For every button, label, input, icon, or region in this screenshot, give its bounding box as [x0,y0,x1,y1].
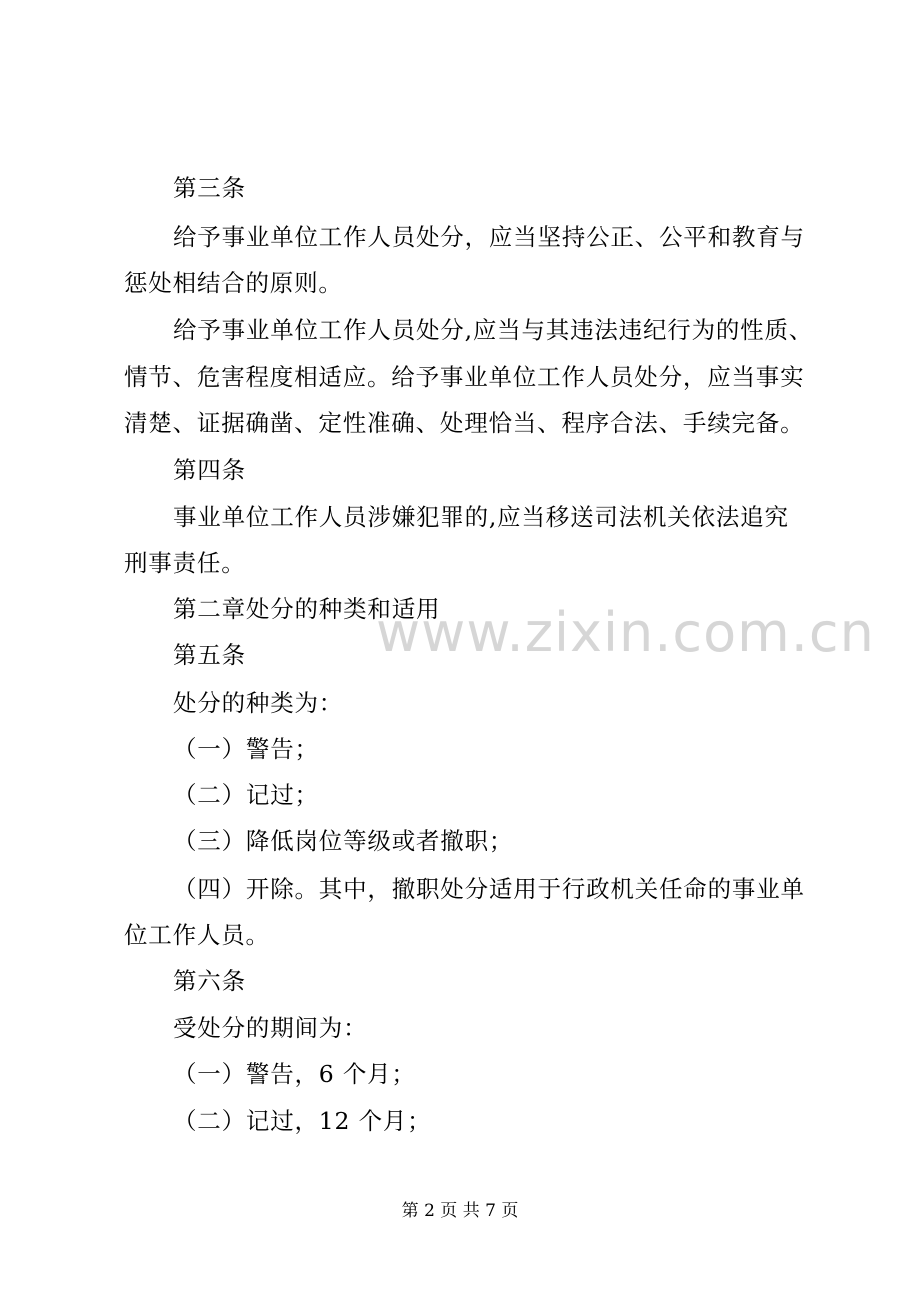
list-item: （二）记过； [173,781,319,809]
paragraph-line: 情节、危害程度相适应。给予事业单位工作人员处分，应当事实 [124,363,805,391]
list-item: （三）降低岗位等级或者撤职； [173,827,514,855]
article-heading-3: 第三条 [173,174,246,202]
list-item: （四）开除。其中，撤职处分适用于行政机关任命的事业单 [173,875,805,903]
paragraph-line: 刑事责任。 [124,549,246,577]
paragraph-line: 清楚、证据确凿、定性准确、处理恰当、程序合法、手续完备。 [124,409,805,437]
paragraph-line: 给予事业单位工作人员处分,应当与其违法违纪行为的性质、 [173,316,814,344]
page-footer: 第 2 页 共 7 页 [401,1201,519,1221]
article-heading-5: 第五条 [173,641,246,669]
list-item: （一）警告，6 个月； [173,1060,416,1088]
paragraph-line: 位工作人员。 [124,921,270,949]
paragraph-line: 给予事业单位工作人员处分，应当坚持公正、公平和教育与 [173,223,805,251]
paragraph-line: 处分的种类为： [173,689,344,717]
paragraph-line: 事业单位工作人员涉嫌犯罪的,应当移送司法机关依法追究 [173,503,789,531]
article-heading-6: 第六条 [173,967,246,995]
list-item: （一）警告； [173,735,319,763]
chapter-heading: 第二章处分的种类和适用 [173,595,441,623]
article-heading-4: 第四条 [173,456,246,484]
watermark: www.zixin.com.cn [376,601,875,664]
paragraph-line: 受处分的期间为： [173,1014,368,1042]
list-item: （二）记过，12 个月； [173,1107,432,1135]
paragraph-line: 惩处相结合的原则。 [124,269,343,297]
